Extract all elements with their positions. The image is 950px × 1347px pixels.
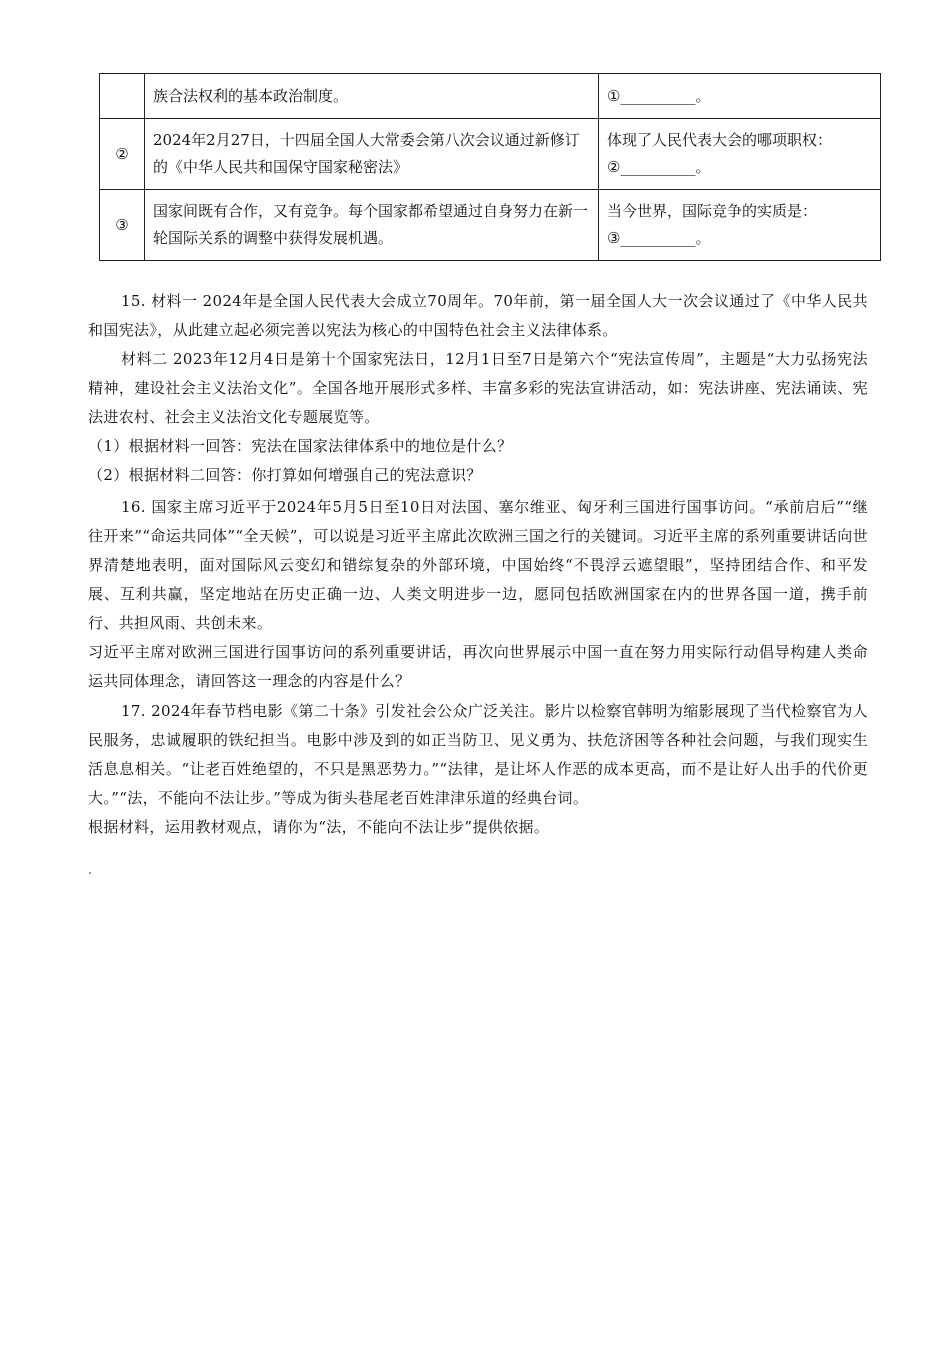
answer-cell: [599, 119, 881, 190]
q15-material-2: 材料二 2023年12月4日是第十个国家宪法日，12月1日至7日是第六个“宪法宣传周”，主题是“大力弘扬宪法精神，建设社会主义法治文化”。全国各地开展形式多样、丰富多彩的宪法宣讲活动，如：宪法讲座、宪法诵读、宪法进农村、社会主义法治文化专题展览等。: [88, 350, 868, 426]
row-number: [100, 74, 145, 119]
table-row: [100, 119, 881, 190]
answer-line: 当今世界，国际竞争的实质是：: [607, 202, 818, 220]
table-row: [100, 190, 881, 261]
answer-cell: [599, 190, 881, 261]
answer-line: ①__________。: [607, 86, 711, 105]
row-number: ③: [100, 190, 145, 261]
q17-question: 根据材料，运用教材观点，请你为“法，不能向不法让步”提供依据。: [88, 818, 550, 836]
material-cell: 族合法权利的基本政治制度。: [145, 74, 599, 119]
q17-material: 17. 2024年春节档电影《第二十条》引发社会公众广泛关注。影片以检察官韩明为缩影展现了当代检察官为人民服务，忠诚履职的铁纪担当。电影中涉及到的如正当防卫、见义勇为、扶危济困等各种社会问题，与我们现实生活息息相关。“让老百姓绝望的，不只是黑恶势力。”“法律，是让坏人作恶的成本更高，而不是让好人出手的代价更大。”“法，不能向不法让步。”等成为街头巷尾老百姓津津乐道的经典台词。: [88, 702, 868, 807]
q15-material-1: 15. 材料一 2024年是全国人民代表大会成立70周年。70年前，第一届全国人大一次会议通过了《中华人民共和国宪法》，从此建立起必须完善以宪法为核心的中国特色社会主义法律体系。: [88, 292, 868, 339]
table-row: [100, 74, 881, 119]
q15-sub-question-2: （2）根据材料二回答：你打算如何增强自己的宪法意识？: [88, 466, 482, 484]
q15-sub-question-1: （1）根据材料一回答：宪法在国家法律体系中的地位是什么？: [88, 437, 513, 455]
answer-cell: [599, 74, 881, 119]
material-cell: 2024年2月27日，十四届全国人大常委会第八次会议通过新修订的《中华人民共和国保守国家秘密法》: [145, 119, 599, 190]
question-17: [88, 697, 868, 842]
q16-question: 习近平主席对欧洲三国进行国事访问的系列重要讲话，再次向世界展示中国一直在努力用实际行动倡导构建人类命运共同体理念，请回答这一理念的内容是什么？: [88, 643, 868, 690]
answer-line: ③__________。: [607, 229, 711, 247]
question-16: [88, 493, 868, 696]
material-cell: 国家间既有合作，又有竞争。每个国家都希望通过自身努力在新一轮国际关系的调整中获得发展机遇。: [145, 190, 599, 261]
stray-mark: [89, 872, 91, 874]
answer-line: ②__________。: [607, 158, 711, 176]
q16-material: 16. 国家主席习近平于2024年5月5日至10日对法国、塞尔维亚、匈牙利三国进行国事访问。“承前启后”“继往开来”“命运共同体”“全天候”，可以说是习近平主席此次欧洲三国之行的关键词。习近平主席的系列重要讲话向世界清楚地表明，面对国际风云变幻和错综复杂的外部环境，中国始终“不畏浮云遮望眼”，坚持团结合作、和平发展、互利共赢，坚定地站在历史正确一边、人类文明进步一边，愿同包括欧洲国家在内的世界各国一道，携手前行、共担风雨、共创未来。: [88, 498, 868, 632]
question-table: [99, 73, 881, 261]
question-15: [88, 287, 868, 490]
answer-line: 体现了人民代表大会的哪项职权：: [607, 131, 833, 149]
row-number: ②: [100, 119, 145, 190]
